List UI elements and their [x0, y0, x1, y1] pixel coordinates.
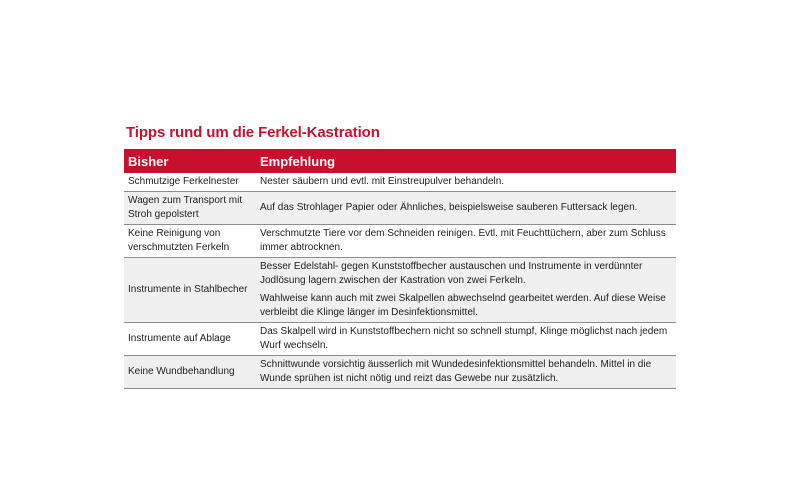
header-row	[124, 149, 676, 173]
cell-bisher: Wagen zum Transport mit Stroh gepolstert	[124, 192, 256, 225]
header-empfehlung: Empfehlung	[256, 149, 676, 173]
cell-empfehlung	[256, 192, 676, 225]
table-row	[124, 356, 676, 389]
recommendation-text: Besser Edelstahl- gegen Kunststoffbecher austauschen und Instrumente in verdünnter Jodlösung lagern zwischen der Kastration von zwei Ferkeln.	[260, 261, 643, 286]
recommendation-text: Das Skalpell wird in Kunststoffbechern nicht so schnell stumpf, Klinge möglichst nach jedem Wurf wechseln.	[260, 326, 668, 351]
header-bisher: Bisher	[124, 149, 256, 173]
recommendation-text: Verschmutzte Tiere vor dem Schneiden reinigen. Evtl. mit Feuchttüchern, aber zum Schluss immer abtrocknen.	[260, 228, 666, 253]
cell-empfehlung	[256, 323, 676, 356]
cell-empfehlung	[256, 356, 676, 389]
content	[124, 124, 676, 389]
table-row	[124, 225, 676, 258]
cell-bisher: Keine Reinigung von verschmutzten Ferkeln	[124, 225, 256, 258]
recommendation-text: Schnittwunde vorsichtig äusserlich mit Wundedesinfektionsmittel behandeln. Mittel in die Wunde sprühen ist nicht nötig und reizt das Gewebe nur zusätzlich.	[260, 359, 652, 384]
cell-bisher: Instrumente auf Ablage	[124, 323, 256, 356]
table-row	[124, 258, 676, 323]
cell-bisher: Instrumente in Stahlbecher	[124, 258, 256, 323]
cell-bisher: Schmutzige Ferkelnester	[124, 173, 256, 192]
recommendation-text: Nester säubern und evtl. mit Einstreupulver behandeln.	[260, 176, 505, 187]
cell-empfehlung	[256, 173, 676, 192]
table-row	[124, 192, 676, 225]
cell-empfehlung	[256, 225, 676, 258]
cell-bisher: Keine Wundbehandlung	[124, 356, 256, 389]
table-row	[124, 173, 676, 192]
cell-empfehlung	[256, 258, 676, 323]
table-row	[124, 323, 676, 356]
tips-table	[124, 149, 676, 389]
table-body	[124, 173, 676, 389]
recommendation-text: Auf das Strohlager Papier oder Ähnliches, beispielsweise sauberen Futtersack legen.	[260, 202, 638, 213]
table-header	[124, 149, 676, 173]
page-title: Tipps rund um die Ferkel-Kastration	[126, 124, 380, 141]
recommendation-text: Wahlweise kann auch mit zwei Skalpellen abwechselnd gearbeitet werden. Auf diese Weise verbleibt die Klinge länger im Desinfektionsmittel.	[260, 293, 666, 318]
